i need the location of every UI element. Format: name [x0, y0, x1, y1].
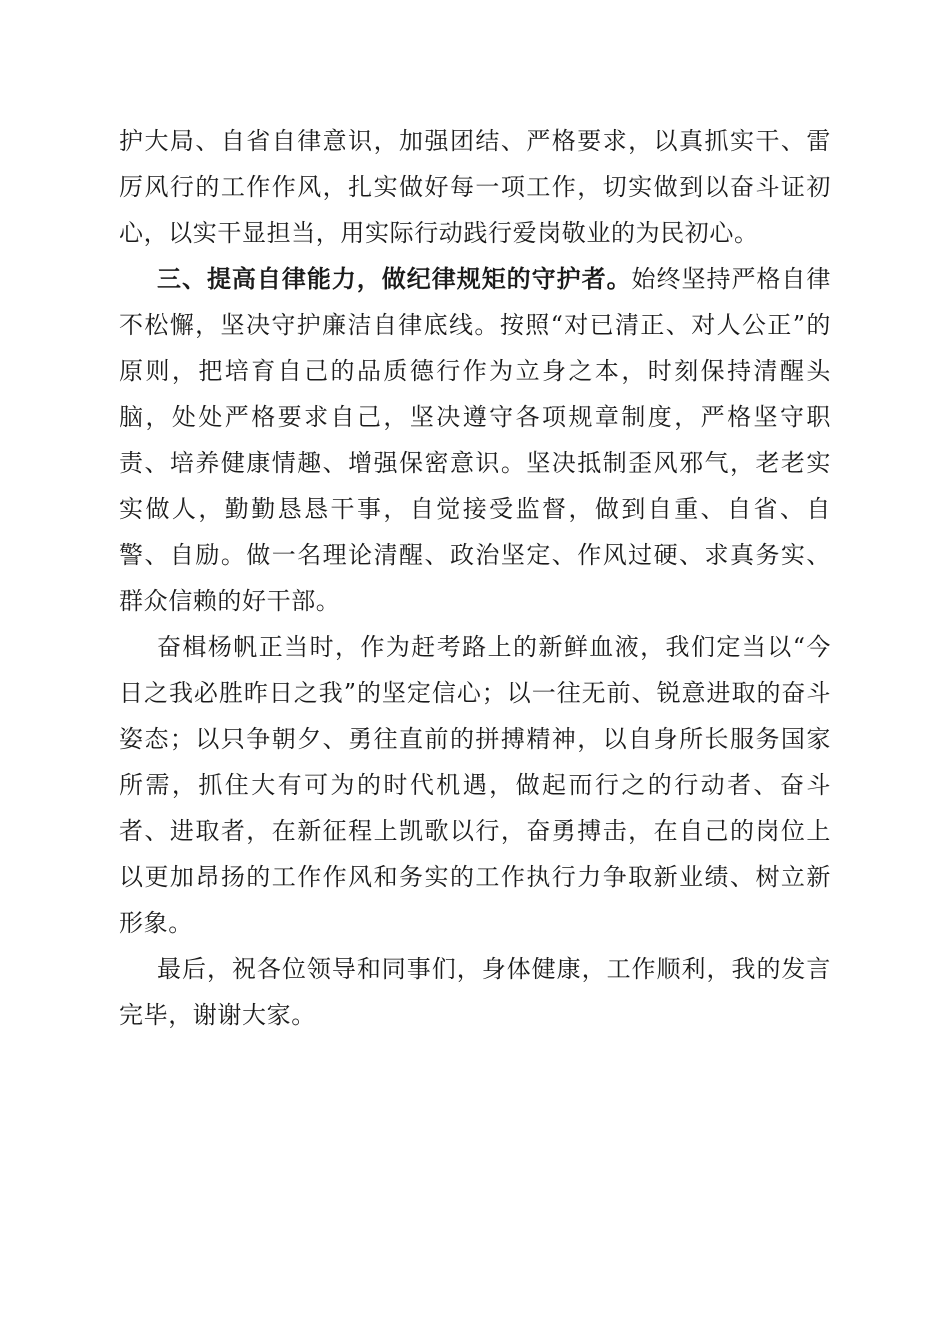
paragraph-text: 护大局、自省自律意识，加强团结、严格要求，以真抓实干、雷厉风行的工作作风，扎实做好每一项工作，切实做到以奋斗证初心，以实干显担当，用实际行动践行爱岗敬业的为民初心。 — [119, 127, 831, 247]
section-heading: 三、提高自律能力，做纪律规矩的守护者。 — [157, 265, 632, 293]
paragraph-text: 奋楫杨帆正当时，作为赶考路上的新鲜血液，我们定当以“今日之我必胜昨日之我”的坚定信心；以一往无前、锐意进取的奋斗姿态；以只争朝夕、勇往直前的拼搏精神，以自身所长服务国家所需，抓住大有可为的时代机遇，做起而行之的行动者、奋斗者、进取者，在新征程上凯歌以行，奋勇搏击，在自己的岗位上以更加昂扬的工作作风和务实的工作执行力争取新业绩、树立新形象。 — [119, 633, 831, 937]
paragraph-text: 最后，祝各位领导和同事们，身体健康，工作顺利，我的发言完毕，谢谢大家。 — [119, 955, 831, 1029]
paragraph-text: 始终坚持严格自律不松懈，坚决守护廉洁自律底线。按照“对已清正、对人公正”的原则，把培育自己的品质德行作为立身之本，时刻保持清醒头脑，处处严格要求自己，坚决遵守各项规章制度，严格坚守职责、培养健康情趣、增强保密意识。坚决抵制歪风邪气，老老实实做人，勤勤恳恳干事，自觉接受监督，做到自重、自省、自警、自励。做一名理论清醒、政治坚定、作风过硬、求真务实、群众信赖的好干部。 — [119, 265, 831, 615]
document-body — [119, 118, 831, 1038]
paragraph-4 — [119, 946, 831, 1038]
paragraph-2 — [119, 256, 831, 624]
paragraph-1 — [119, 118, 831, 256]
paragraph-3 — [119, 624, 831, 946]
